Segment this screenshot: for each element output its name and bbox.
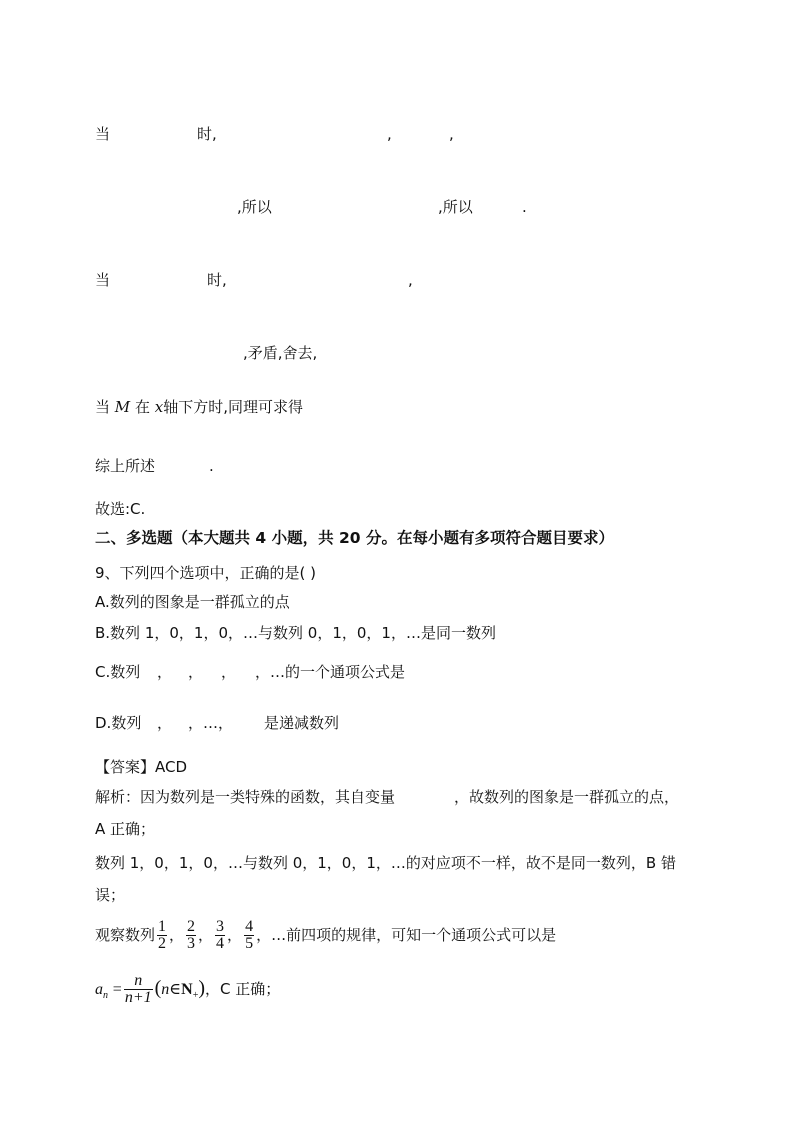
formula-fraction-num: n bbox=[124, 973, 153, 990]
formula-equals: = bbox=[112, 981, 122, 998]
var-m: M bbox=[114, 398, 131, 416]
option-a: A.数列的图象是一群孤立的点 bbox=[95, 593, 290, 611]
option-c-sep-1: ， bbox=[157, 663, 173, 681]
line-6-period: . bbox=[209, 457, 214, 475]
fraction-4-num: 4 bbox=[245, 918, 254, 935]
line-5-rest: 轴下方时,同理可求得 bbox=[163, 398, 303, 416]
option-d-sep-1: ， bbox=[157, 714, 173, 732]
line-2-period: . bbox=[522, 198, 527, 216]
question-stem: 9、下列四个选项中，正确的是( ) bbox=[95, 564, 317, 582]
comma-1: ， bbox=[169, 926, 185, 944]
formula-fraction-den: n+1 bbox=[124, 989, 152, 1006]
line-5-when: 当 bbox=[95, 398, 111, 416]
option-d-label: D.数列 bbox=[95, 714, 142, 732]
line-1-when: 当 bbox=[95, 125, 111, 143]
formula-n: n bbox=[161, 981, 170, 998]
option-d-tail: 是递减数列 bbox=[264, 714, 340, 732]
comma-3: ， bbox=[227, 926, 243, 944]
formula-fraction bbox=[124, 973, 153, 1006]
fraction-4-den: 5 bbox=[245, 935, 254, 952]
line-2-so-2: ,所以 bbox=[438, 198, 473, 216]
answer-sentence-3: 数列 1，0，1，0，…与数列 0，1，0，1，…的对应项不一样，故不是同一数列，B 错 bbox=[95, 854, 676, 872]
line-3-comma: , bbox=[408, 271, 413, 289]
section-heading: 二、多选题（本大题共 4 小题，共 20 分。在每小题有多项符合题目要求） bbox=[95, 529, 614, 547]
fraction-1 bbox=[157, 919, 167, 952]
line-5-text bbox=[95, 397, 303, 417]
observe-label: 观察数列 bbox=[95, 926, 156, 944]
fraction-2-num: 2 bbox=[187, 918, 196, 935]
answer-sentence-1b: ，故数列的图象是一群孤立的点， bbox=[454, 788, 680, 806]
line-2-so-1: ,所以 bbox=[237, 198, 272, 216]
formula-N: N bbox=[181, 981, 193, 998]
comma-2: ， bbox=[198, 926, 214, 944]
observe-line bbox=[95, 915, 556, 955]
formula-a-sub: n bbox=[103, 990, 108, 1001]
answer-label: 【答案】ACD bbox=[95, 758, 188, 776]
fraction-1-num: 1 bbox=[158, 918, 167, 935]
fraction-3 bbox=[215, 919, 225, 952]
line-5-at: 在 bbox=[134, 398, 150, 416]
option-c-tail: ，…的一个通项公式是 bbox=[255, 663, 406, 681]
fraction-3-den: 4 bbox=[216, 935, 225, 952]
answer-sentence-2: A 正确； bbox=[95, 820, 156, 838]
option-c-label: C.数列 bbox=[95, 663, 141, 681]
answer-sentence-4: 误； bbox=[95, 886, 126, 904]
line-1-comma-2: , bbox=[449, 125, 454, 143]
line-3-when: 当 bbox=[95, 271, 111, 289]
line-1-then: 时, bbox=[197, 125, 217, 143]
option-d-sep-2: ，…， bbox=[188, 714, 234, 732]
answer-sentence-1a: 解析：因为数列是一类特殊的函数，其自变量 bbox=[95, 788, 396, 806]
fraction-2-den: 3 bbox=[187, 935, 196, 952]
option-c-sep-2: ， bbox=[188, 663, 204, 681]
line-3-then: 时, bbox=[207, 271, 227, 289]
option-c-sep-3: ， bbox=[221, 663, 237, 681]
fraction-4 bbox=[244, 919, 254, 952]
line-7-choice: 故选:C. bbox=[95, 500, 146, 518]
formula-a: a bbox=[95, 981, 103, 998]
formula-line bbox=[95, 966, 280, 1018]
formula-tail: ，C 正确； bbox=[205, 980, 281, 998]
formula-plus: + bbox=[192, 990, 199, 1001]
observe-rest: ，…前四项的规律，可知一个通项公式可以是 bbox=[256, 926, 557, 944]
line-4-contradiction: ,矛盾,舍去, bbox=[243, 344, 318, 362]
formula-paren-close: ) bbox=[198, 977, 205, 999]
formula-paren-open: ( bbox=[154, 977, 162, 999]
fraction-3-num: 3 bbox=[216, 918, 225, 935]
line-6-summary: 综上所述 bbox=[95, 457, 156, 475]
line-1-comma-1: , bbox=[387, 125, 392, 143]
option-b: B.数列 1，0，1，0，…与数列 0，1，0，1，…是同一数列 bbox=[95, 624, 496, 642]
var-x: x bbox=[154, 398, 164, 416]
formula-in: ∈ bbox=[169, 981, 182, 998]
fraction-1-den: 2 bbox=[158, 935, 167, 952]
fraction-2 bbox=[186, 919, 196, 952]
